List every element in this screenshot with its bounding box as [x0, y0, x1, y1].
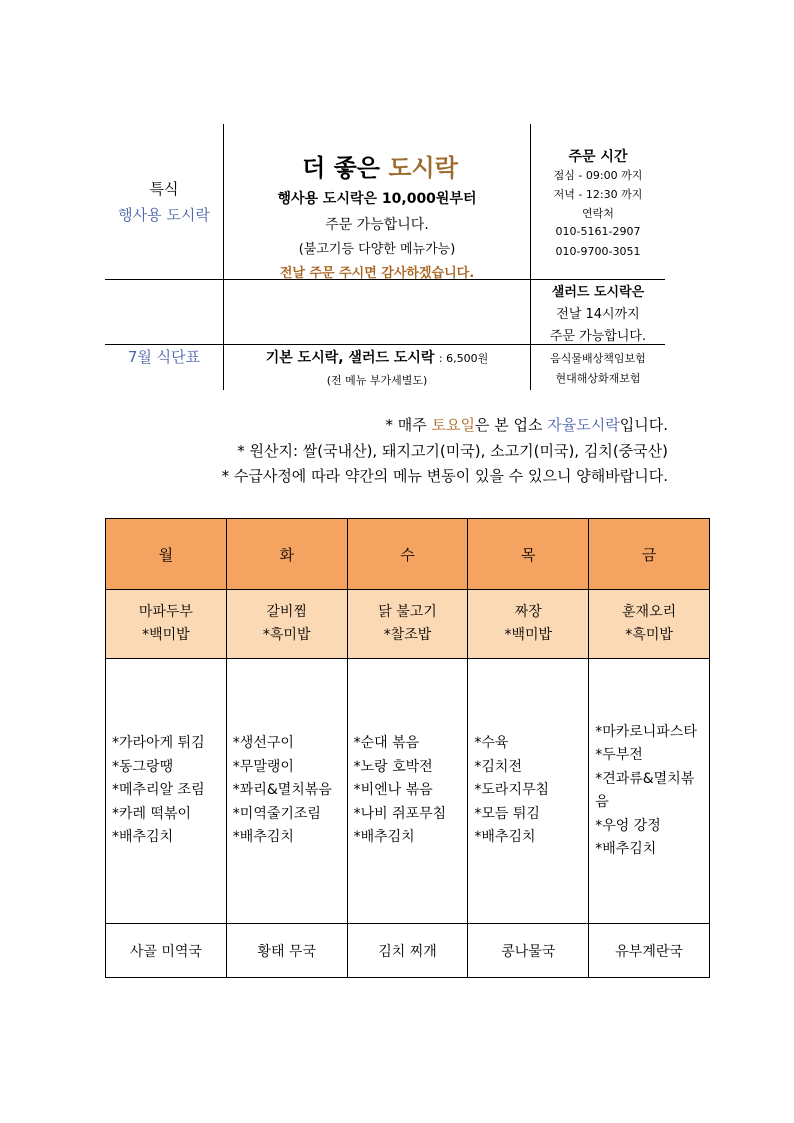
- sides-fri: [589, 659, 710, 924]
- side-dish: *배추김치: [595, 841, 657, 857]
- phone-2: 010-9700-3051: [555, 245, 641, 258]
- main-tue: [226, 590, 347, 659]
- day-fri: 금: [589, 519, 710, 590]
- price-value: : 6,500원: [438, 352, 489, 365]
- main-dish: 짜장: [514, 604, 542, 620]
- side-dish: *메추리알 조림: [112, 782, 205, 799]
- rice: *백미밥: [142, 627, 190, 643]
- day-mon: 월: [106, 519, 227, 590]
- side-dish: *우엉 강정: [595, 817, 661, 834]
- price-label: 기본 도시락, 샐러드 도시락: [265, 350, 435, 366]
- side-dish: *가라아게 튀김: [112, 735, 205, 752]
- side-dish: *도라지무침: [474, 782, 550, 799]
- thanks-line: 전날 주문 주시면 감사하겠습니다.: [279, 266, 475, 281]
- various-menu-line: (불고기등 다양한 메뉴가능): [298, 242, 456, 257]
- side-dish: *카레 떡볶이: [112, 805, 192, 822]
- side-dish: *마카로니파스타: [595, 723, 697, 740]
- sides-wed: [347, 659, 468, 924]
- side-dish: *무말랭이: [232, 758, 294, 775]
- main-dish: 마파두부: [138, 604, 193, 620]
- side-dish: *수육: [474, 735, 509, 752]
- saturday-note-part3: 입니다.: [619, 416, 668, 434]
- saturday-note: [386, 414, 668, 435]
- saturday-note-free: 자율도시락: [547, 416, 620, 434]
- special-label: 특식: [149, 180, 179, 198]
- side-dish: *나비 쥐포무침: [353, 805, 447, 822]
- soup-row: [106, 924, 710, 978]
- main-dish: 갈비찜: [266, 604, 307, 620]
- contact-label: 연락처: [582, 207, 614, 220]
- side-dish: *노랑 호박전: [353, 758, 433, 775]
- saturday-note-part2: 은 본 업소: [475, 416, 548, 434]
- main-wed: [347, 590, 468, 659]
- phone-1: 010-5161-2907: [555, 225, 641, 238]
- rice: *흑미밥: [262, 627, 311, 643]
- main-title-plain: 더 좋은: [302, 153, 389, 182]
- weekly-menu-table: [105, 518, 710, 978]
- salad-note-3: 주문 가능합니다.: [549, 329, 647, 344]
- soup-mon: 사골 미역국: [106, 924, 227, 978]
- side-dish: *배추김치: [232, 829, 294, 846]
- event-lunchbox-label: 행사용 도시락: [118, 206, 210, 224]
- supply-note: * 수급사정에 따라 약간의 메뉴 변동이 있을 수 있으니 양해바랍니다.: [221, 467, 668, 485]
- side-dish: *배추김치: [112, 829, 174, 846]
- order-available-line: 주문 가능합니다.: [325, 217, 429, 233]
- side-dish: *순대 볶음: [353, 735, 420, 752]
- side-dish: *모듬 튀김: [474, 805, 540, 822]
- lunch-deadline: 점심 - 09:00 까지: [553, 169, 643, 182]
- main-title-accent: 도시락: [388, 153, 458, 182]
- insurance-line-2: 현대해상화재보험: [555, 372, 641, 385]
- price-line: [224, 347, 530, 367]
- main-thu: [468, 590, 589, 659]
- rice: *백미밥: [504, 627, 553, 643]
- sides-mon: [106, 659, 227, 924]
- side-dish-row: [106, 659, 710, 924]
- day-header-row: [106, 519, 710, 590]
- order-time-title: 주문 시간: [568, 149, 628, 165]
- side-dish: *생선구이: [232, 735, 294, 752]
- soup-fri: 유부계란국: [589, 924, 710, 978]
- rice: *흑미밥: [625, 627, 673, 643]
- side-dish: *꽈리&멸치볶음: [232, 782, 332, 799]
- side-dish: *견과류&멸치볶음: [595, 770, 695, 810]
- main-mon: [106, 590, 227, 659]
- salad-note-2: 전날 14시까지: [556, 307, 640, 322]
- sides-thu: [468, 659, 589, 924]
- soup-tue: 황태 무국: [226, 924, 347, 978]
- side-dish: *동그랑땡: [112, 758, 174, 775]
- vat-note: (전 메뉴 부가세별도): [326, 374, 428, 387]
- rice: *찰조밥: [383, 627, 432, 643]
- side-dish: *배추김치: [353, 829, 415, 846]
- sides-tue: [226, 659, 347, 924]
- event-price-line: 행사용 도시락은 10,000원부터: [277, 191, 477, 207]
- saturday-note-part1: * 매주: [385, 416, 432, 434]
- origin-note: * 원산지: 쌀(국내산), 돼지고기(미국), 소고기(미국), 김치(중국산): [237, 442, 668, 460]
- day-tue: 화: [226, 519, 347, 590]
- side-dish: *비엔나 볶음: [353, 782, 433, 799]
- side-dish: *김치전: [474, 758, 522, 775]
- side-dish: *미역줄기조림: [232, 805, 321, 822]
- day-thu: 목: [468, 519, 589, 590]
- saturday-note-day: 토요일: [431, 416, 476, 434]
- side-dish: *두부전: [595, 747, 643, 763]
- header-rule-2: [105, 344, 665, 345]
- main-title: [230, 148, 530, 183]
- day-wed: 수: [347, 519, 468, 590]
- main-fri: [589, 590, 710, 659]
- soup-thu: 콩나물국: [468, 924, 589, 978]
- salad-note-1: 샐러드 도시락은: [551, 285, 645, 300]
- main-dish: 훈재오리: [622, 604, 677, 620]
- insurance-line-1: 음식물배상책임보험: [550, 352, 646, 365]
- menu-table-title: 7월 식단표: [127, 348, 201, 366]
- side-dish: *배추김치: [474, 829, 536, 846]
- main-dish: 닭 불고기: [378, 604, 437, 620]
- soup-wed: 김치 찌개: [347, 924, 468, 978]
- dinner-deadline: 저녁 - 12:30 까지: [553, 188, 643, 201]
- main-dish-row: [106, 590, 710, 659]
